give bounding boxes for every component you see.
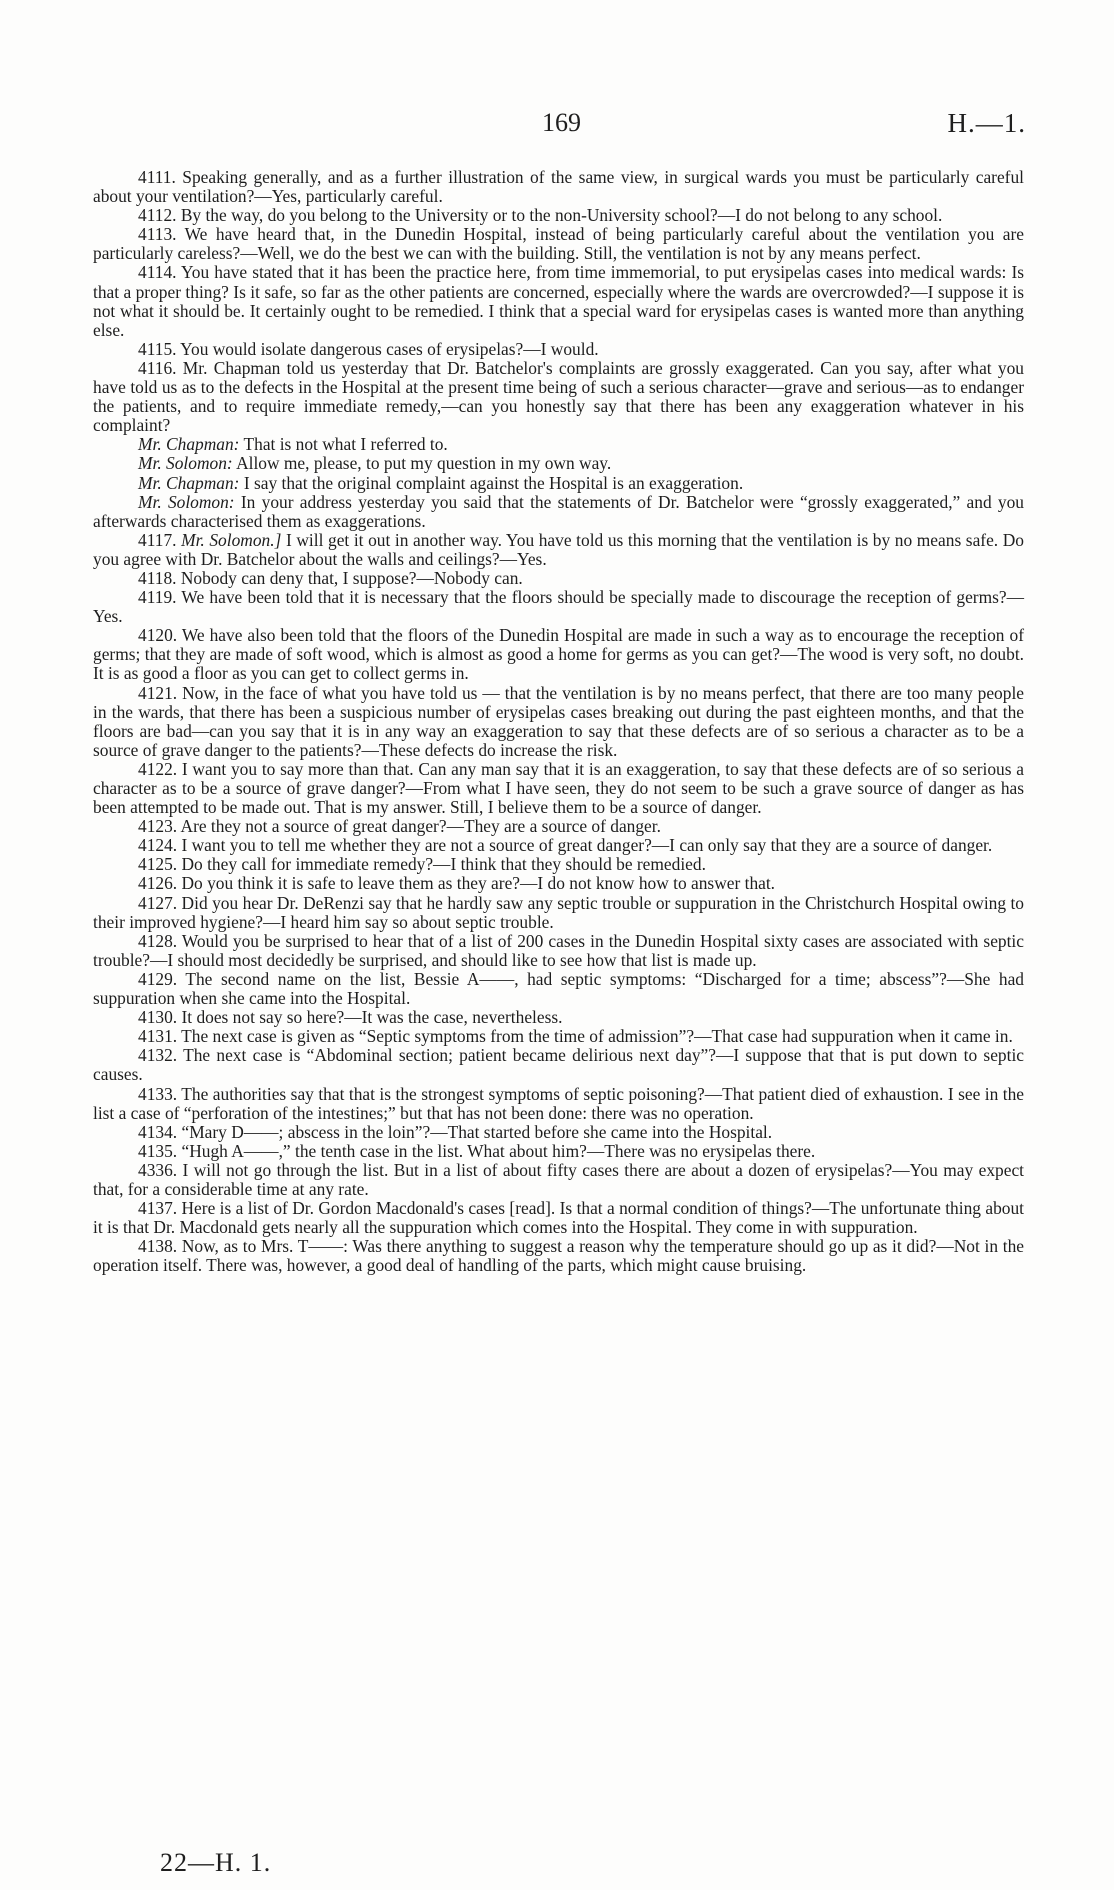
paragraph-text: 4120. We have also been told that the floors of the Dunedin Hospital are made in such a way as to encourage the reception of germs; that they are made of soft wood, which is almost as good a home for germs as you can get?—The wood is very soft, no doubt. It is as good a floor as you can get to collect germs in. <box>93 625 1024 684</box>
paragraph <box>93 493 1024 531</box>
paragraph <box>93 855 1024 874</box>
paragraph-text: 4119. We have been told that it is necessary that the floors should be specially made to discourage the reception of germs?—Yes. <box>93 587 1024 627</box>
paragraph <box>93 626 1024 683</box>
paragraph <box>93 1161 1024 1199</box>
paragraph-text: 4138. Now, as to Mrs. T——: Was there anything to suggest a reason why the temperature should go up as it did?—Not in the operation itself. There was, however, a good deal of handling of the parts, which might cause bruising. <box>93 1236 1024 1276</box>
page-number: 169 <box>542 108 581 137</box>
paragraph-text: 4121. Now, in the face of what you have told us — that the ventilation is by no means perfect, that there are too many people in the wards, that there has been a suspicious number of erysipelas cases breaking out during the past eighteen months, and that the floors are bad—can you say that it is in any way an exaggeration to say that these defects are of so serious a character as to be a source of grave danger to the patients?—These defects do increase the risk. <box>93 682 1024 760</box>
paragraph <box>93 359 1024 435</box>
paragraph-text: That is not what I referred to. <box>243 434 448 455</box>
paragraph-text: 4125. Do they call for immediate remedy?—I think that they should be remedied. <box>138 854 706 875</box>
paragraph <box>93 474 1024 493</box>
paragraph-text: 4137. Here is a list of Dr. Gordon Macdonald's cases [read]. Is that a normal condition of things?—The unfortunate thing about it is that Dr. Macdonald gets nearly all the suppuration which comes into the Hospital. They come in with suppuration. <box>93 1198 1024 1238</box>
paragraph <box>93 1237 1024 1275</box>
paragraph-text: Allow me, please, to put my question in my own way. <box>236 453 612 474</box>
paragraph-text: 4129. The second name on the list, Bessie A——, had septic symptoms: “Discharged for a time; abscess”?—She had suppuration when she came into the Hospital. <box>93 968 1024 1009</box>
speaker-label: Mr. Solomon: <box>138 453 233 474</box>
paragraph <box>93 569 1024 588</box>
paragraph <box>93 225 1024 263</box>
speaker-label: Mr. Solomon: <box>138 491 235 512</box>
document-body <box>93 168 1024 1275</box>
paragraph <box>93 1199 1024 1237</box>
paragraph <box>93 684 1024 760</box>
paragraph-text: I say that the original complaint against the Hospital is an exaggeration. <box>243 472 744 493</box>
paragraph <box>93 760 1024 817</box>
paragraph-text: 4122. I want you to say more than that. Can any man say that it is an exaggeration, to say that these defects are of so serious a character as to be a source of grave danger?—From what I have seen, they do not seem to be such a grave source of danger as has been attempted to be made out. That is my answer. Still, I believe them to be a source of danger. <box>93 758 1024 818</box>
speaker-label: Mr. Solomon.] <box>181 529 282 550</box>
paragraph-text: 4115. You would isolate dangerous cases of erysipelas?—I would. <box>138 338 599 359</box>
page-footer-signature: 22—H. 1. <box>160 1848 272 1877</box>
paragraph <box>93 1027 1024 1046</box>
paragraph <box>93 168 1024 206</box>
page-header <box>0 108 1114 148</box>
paragraph-text: 4132. The next case is “Abdominal section; patient became delirious next day”?—I suppose that that is put down to septic causes. <box>93 1045 1024 1085</box>
paragraph-text: 4118. Nobody can deny that, I suppose?—Nobody can. <box>138 567 523 588</box>
paragraph-text: 4128. Would you be surprised to hear that of a list of 200 cases in the Dunedin Hospital sixty cases are associated with septic trouble?—I should most decidedly be surprised, and should like to see how that list is made up. <box>93 930 1024 970</box>
paragraph-text: 4111. Speaking generally, and as a further illustration of the same view, in surgical wards you must be particularly careful about your ventilation?—Yes, particularly careful. <box>93 167 1024 207</box>
paragraph-text: 4131. The next case is given as “Septic symptoms from the time of admission”?—That case had suppuration when it came in. <box>138 1026 1013 1047</box>
paragraph-text: 4113. We have heard that, in the Dunedin Hospital, instead of being particularly careful about the ventilation you are particularly careless?—Well, we do the best we can with the building. Still, the ventilation is not by any means perfect. <box>93 224 1024 264</box>
paragraph <box>93 1123 1024 1142</box>
paragraph-text: 4124. I want you to tell me whether they are not a source of great danger?—I can only say that they are a source of danger. <box>138 835 993 856</box>
paragraph <box>93 1046 1024 1084</box>
paragraph <box>93 263 1024 339</box>
paragraph-text: 4126. Do you think it is safe to leave them as they are?—I do not know how to answer that. <box>138 873 776 894</box>
paragraph-text: 4135. “Hugh A——,” the tenth case in the list. What about him?—There was no erysipelas there. <box>138 1140 816 1161</box>
paragraph <box>93 1085 1024 1123</box>
speaker-label: Mr. Chapman: <box>138 472 240 493</box>
paragraph-text: 4114. You have stated that it has been the practice here, from time immemorial, to put erysipelas cases into medical wards: Is that a proper thing? Is it safe, so far as the other patients are concerned, especially where the wards are overcrowded?—I suppose it is not what it should be. It certainly ought to be remedied. I think that a special ward for erysipelas cases is wanted more than anything else. <box>93 262 1024 340</box>
document-reference: H.—1. <box>947 108 1026 138</box>
paragraph-text: 4134. “Mary D——; abscess in the loin”?—That started before she came into the Hospital. <box>138 1121 773 1142</box>
paragraph-text: 4336. I will not go through the list. But in a list of about fifty cases there are about a dozen of erysipelas?—You may expect that, for a considerable time at any rate. <box>93 1159 1024 1199</box>
paragraph <box>93 970 1024 1008</box>
paragraph-text: 4116. Mr. Chapman told us yesterday that Dr. Batchelor's complaints are grossly exaggerated. Can you say, after what you have told us as to the defects in the Hospital at the present time being of such a serious character—grave and serious—as to endanger the patients, and to require immediate remedy,—can you honestly say that there has been any exaggeration whatever in his complaint? <box>93 357 1024 436</box>
paragraph <box>93 531 1024 569</box>
paragraph-text: In your address yesterday you said that the statements of Dr. Batchelor were “grossly exaggerated,” and you afterwards characterised them as exaggerations. <box>93 491 1024 531</box>
paragraph-text: 4130. It does not say so here?—It was the case, nevertheless. <box>138 1007 563 1028</box>
paragraph-text: 4112. By the way, do you belong to the University or to the non-University school?—I do not belong to any school. <box>138 205 943 226</box>
paragraph-text: 4133. The authorities say that that is the strongest symptoms of septic poisoning?—That patient died of exhaustion. I see in the list a case of “perforation of the intestines;” but that has not been done: there was no operation. <box>93 1083 1024 1123</box>
paragraph <box>93 340 1024 359</box>
paragraph <box>93 588 1024 626</box>
paragraph <box>93 1142 1024 1161</box>
paragraph <box>93 932 1024 970</box>
paragraph <box>93 894 1024 932</box>
paragraph-text: 4127. Did you hear Dr. DeRenzi say that he hardly saw any septic trouble or suppuration in the Christchurch Hospital owing to their improved hygiene?—I heard him say so about septic trouble. <box>93 892 1024 932</box>
paragraph-number: 4117. <box>138 529 177 550</box>
paragraph <box>93 206 1024 225</box>
paragraph <box>93 817 1024 836</box>
paragraph-text: 4123. Are they not a source of great danger?—They are a source of danger. <box>138 816 661 837</box>
paragraph <box>93 435 1024 454</box>
paragraph <box>93 836 1024 855</box>
paragraph-text: I will get it out in another way. You have told us this morning that the ventilation is by no means safe. Do you agree with Dr. Batchelor about the walls and ceilings?—Yes. <box>93 529 1025 569</box>
speaker-label: Mr. Chapman: <box>138 434 240 455</box>
paragraph <box>93 1008 1024 1027</box>
paragraph <box>93 874 1024 893</box>
paragraph <box>93 454 1024 473</box>
